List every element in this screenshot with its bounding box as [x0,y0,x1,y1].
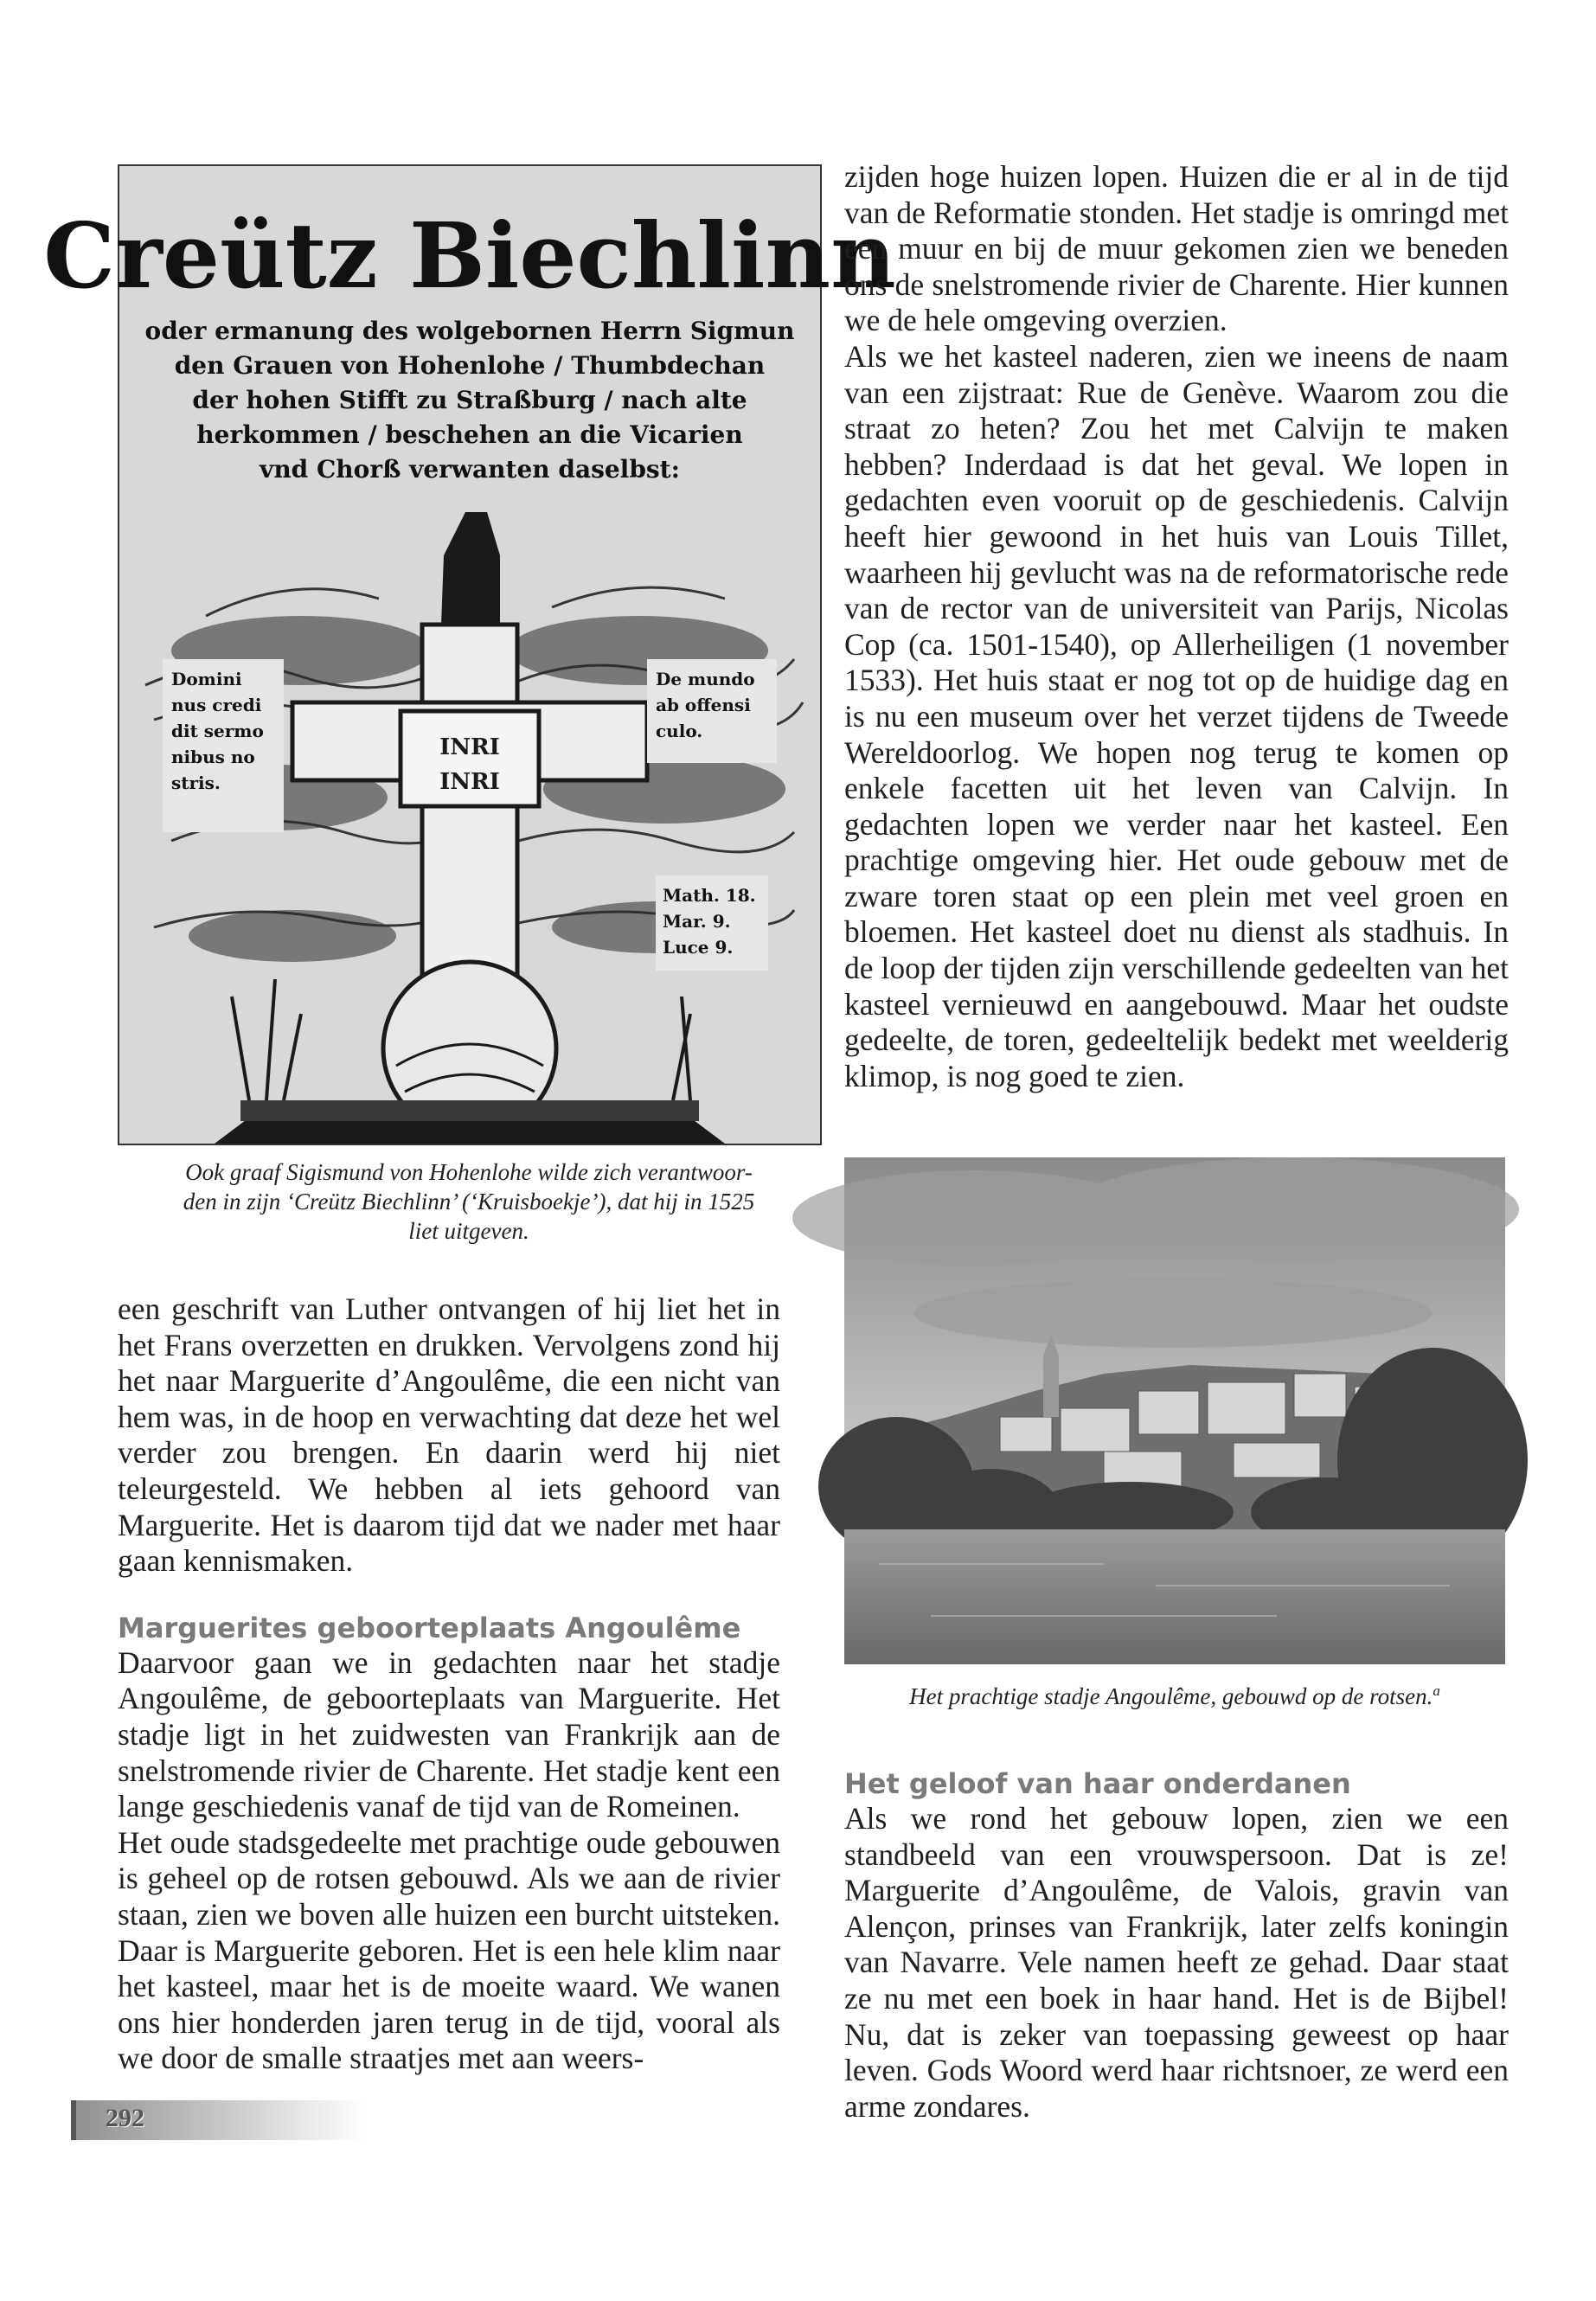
angouleme-photo-image [844,1157,1505,1664]
woodcut-subtitle-line: herkommen / beschehen an die Vicarien [196,420,743,449]
right-note-line: culo. [656,721,703,741]
right-note-line: De mundo [656,669,755,689]
photo-caption [844,1676,1505,1711]
woodcut-caption-line: den in zijn ‘Creütz Biechlinn’ (‘Kruisboekje’), dat hij in 1525 [183,1189,755,1215]
left-paragraph-3: Het oude stadsgedeelte met prachtige oude gebouwen is geheel op de rotsen gebouwd. Als we aan de rivier staan, zien we boven alle huizen een burcht uitsteken. Daar is Marguerite geboren. Het is een hele klim naar het kasteel, maar het is de moeite waard. We wanen ons hier honderden jaren terug in de tijd, vooral als we door de smalle straatjes met aan weers- [118,1824,780,2076]
woodcut-title: Creütz Biechlinn [43,202,896,309]
page-tab-bar [71,2100,76,2140]
right-paragraph-1: zijden hoge huizen lopen. Huizen die er al in de tijd van de Reformatie stonden. Het stadje is omringd met een muur en bij de muur gekomen zien we beneden ons de snelstromende rivier de Charente. Hier kunnen we de hele omgeving overzien. [844,159,1509,338]
woodcut-caption-line: liet uitgeven. [408,1218,529,1244]
page-number: 292 [106,2104,144,2132]
left-paragraph-1: een geschrift van Luther ontvangen of hij liet het in het Frans overzetten en drukken. Vervolgens zond hij het naar Marguerite d’Angoulême, die een nicht van hem was, in de hoop en verwachting dat deze het wel verder zou brengen. En daarin werd hij niet teleurgesteld. We hebben al iets gehoord van Marguerite. Het is daarom tijd dat we nader met haar gaan kennismaken. [118,1292,780,1579]
woodcut-subtitle-line: den Grauen von Hohenlohe / Thumbdechan [174,351,766,380]
section-heading-geloof: Het geloof van haar onderdanen [844,1767,1351,1800]
bottom-note-line: Luce 9. [663,937,734,958]
bottom-note-line: Math. 18. [663,885,756,906]
photo-caption-note: a [1433,1682,1440,1699]
left-note-line: nibus no [171,747,255,767]
right-note-line: ab offensi [656,695,751,715]
woodcut-caption [118,1157,820,1246]
page-number-tab [71,2100,365,2140]
right-paragraph-3: Als we rond het gebouw lopen, zien we een standbeeld van een vrouwspersoon. Dat is ze! Marguerite d’Angoulême, de Valois, gravin van Alençon, prinses van Frankrijk, later zelfs koningin van Navarre. Vele namen heeft ze gehad. Daar staat ze nu met een boek in haar hand. Het is de Bijbel! Nu, dat is zeker van toepassing geweest op haar leven. Gods Woord werd haar richtsnoer, ze werd een arme zondares. [844,1801,1509,2124]
left-note-line: stris. [171,772,221,793]
left-note-line: dit sermo [171,721,264,741]
right-paragraph-2: Als we het kasteel naderen, zien we ineens de naam van een zijstraat: Rue de Genève. Waarom zou die straat zo heten? Zou het met Calvijn te maken hebben? Inderdaad is dat het geval. We lopen in gedachten even vooruit op de geschiedenis. Calvijn heeft hier gewoond in het huis van Louis Tillet, waarheen hij gevlucht was na de reformatorische rede van de rector van de universiteit van Parijs, Nicolas Cop (ca. 1501-1540), op Allerheiligen (1 november 1533). Het huis staat er nog tot op de huidige dag en is nu een museum over het verzet tijdens de Tweede Wereldoorlog. We hopen nog terug te komen op enkele facetten uit het leven van Calvijn. In gedachten lopen we verder naar het kasteel. Een prachtige omgeving hier. Het oude gebouw met de zware toren staat op een plein met veel groen en bloemen. Het kasteel doet nu dienst als stadhuis. In de loop der tijden zijn verschillende gedeelten van het kasteel vernieuwd en aangebouwd. Maar het oudste gedeelte, de toren, gedeeltelijk bedekt met weelderig klimop, is nog goed te zien. [844,338,1509,1093]
sign-line-2: INRI [439,769,500,795]
left-column [118,1292,780,2077]
woodcut-figure [43,164,896,1145]
woodcut-caption-line: Ook graaf Sigismund von Hohenlohe wilde zich verantwoor- [185,1159,753,1185]
photo-caption-text: Het prachtige stadje Angoulême, gebouwd op de rotsen. [909,1683,1433,1709]
left-note-line: Domini [171,669,242,689]
woodcut-illustration [43,166,896,1144]
right-column-bottom [844,1766,1509,2125]
woodcut-subtitle-line: der hohen Stifft zu Straßburg / nach alte [192,386,747,414]
bottom-note-line: Mar. 9. [663,911,731,932]
angouleme-photo [844,1157,1505,1664]
left-note-line: nus credi [171,695,262,715]
left-paragraph-2: Daarvoor gaan we in gedachten naar het stadje Angoulême, de geboorteplaats van Marguerite. Het stadje ligt in het zuidwesten van Frankrijk aan de snelstromende rivier de Charente. Het stadje kent een lange geschiedenis vanaf de tijd van de Romeinen. [118,1644,780,1824]
woodcut-subtitle-line: oder ermanung des wolgebornen Herrn Sigmun [144,317,795,345]
woodcut-subtitle-line: vnd Chorß verwanten daselbst: [260,455,680,484]
right-column-top [844,159,1509,1094]
sign-line-1: INRI [439,734,500,760]
section-heading-angouleme: Marguerites geboorteplaats Angoulême [118,1611,741,1644]
